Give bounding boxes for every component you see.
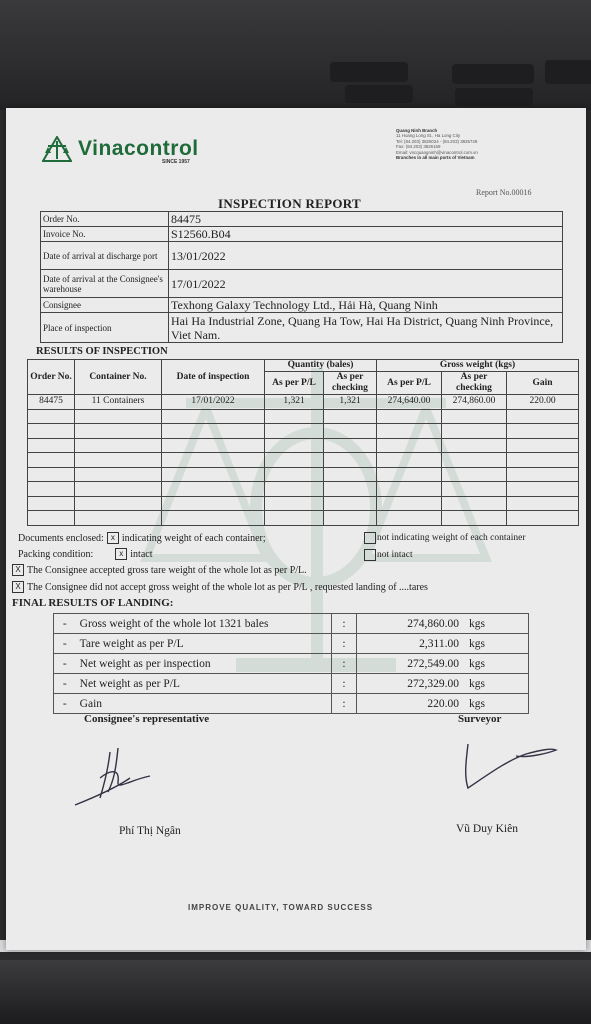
info-value: 84475 [169,212,563,227]
desk-background [0,960,591,1024]
packing-alt-row [364,549,413,561]
info-row [41,270,563,298]
col-qty-pl: As per P/L [265,372,324,395]
info-label: Date of arrival at the Consignee's warehouse [41,270,169,298]
documents-label: Documents enclosed: [18,532,104,544]
col-gw-pl: As per P/L [377,372,442,395]
documents-option-unchecked: not indicating weight of each container [377,533,526,543]
results-header-row [28,360,579,372]
packing-condition-row [18,548,153,560]
final-row: - Gross weight of the whole lot 1321 bales : 274,860.00 kgs [54,614,529,634]
final-label: Gross weight of the whole lot 1321 bales [76,614,332,634]
final-label: Net weight as per inspection [76,654,332,674]
info-value: 17/01/2022 [169,270,563,298]
consignee-accepted-row [12,564,307,576]
col-gain: Gain [507,372,579,395]
final-results-table [53,613,529,714]
company-name: Vinacontrol [78,137,199,160]
packing-option-checked: intact [130,548,153,560]
consignee-not-accepted-row [12,581,428,593]
final-value: 272,329.00 [356,674,463,694]
info-value: 13/01/2022 [169,242,563,270]
final-row: - Gain : 220.00 kgs [54,694,529,714]
info-value: Hai Ha Industrial Zone, Quang Ha Tow, Hai Ha District, Quang Ninh Province, Viet Nam. [169,313,563,343]
consignee-rep-name: Phí Thị Ngân [119,825,181,837]
results-table [27,359,579,526]
info-row [41,313,563,343]
table-row [28,496,579,511]
not-accepted-checkbox[interactable]: X [12,581,24,593]
branch-line: Email: vncquangninh@vinacontrol.com.vn [396,149,478,155]
info-value: S12560.B04 [169,227,563,242]
documents-alt-row [364,532,526,544]
branch-line: Fax: (84.203) 3826169 [396,144,441,150]
branch-address [396,128,556,160]
final-value: 220.00 [356,694,463,714]
branch-line: Tel: (84.203) 3825024 - (84.203) 3825749 [396,138,478,144]
cell-qty-pl: 1,321 [265,395,324,410]
table-row [28,409,579,424]
branch-line: 11 Hoang Long St., Ha Long City [396,133,461,139]
table-row [28,453,579,468]
cell-gain: 220.00 [507,395,579,410]
col-date: Date of inspection [162,360,265,395]
cell-gw-pl: 274,640.00 [377,395,442,410]
final-unit: kgs [463,674,529,694]
keyboard-key [455,88,533,106]
table-row [28,424,579,439]
table-row [28,482,579,497]
packing-option-unchecked: not intact [377,550,413,560]
final-value: 274,860.00 [356,614,463,634]
surveyor-title: Surveyor [458,713,502,725]
keyboard-background [0,0,591,110]
keyboard-key [345,85,413,103]
not-accepted-text: The Consignee did not accept gross weight of the whole lot as per P/L , requested landing of ....tares [27,581,428,593]
table-row [28,438,579,453]
documents-enclosed-row [18,532,266,544]
final-unit: kgs [463,614,529,634]
info-label: Order No. [41,212,169,227]
final-label: Tare weight as per P/L [76,634,332,654]
col-order-no: Order No. [28,360,75,395]
cell-date: 17/01/2022 [162,395,265,410]
keyboard-key [545,60,591,84]
cell-container-no: 11 Containers [75,395,162,410]
table-row [28,467,579,482]
col-quantity: Quantity (bales) [265,360,377,372]
consignee-rep-title: Consignee's representative [84,713,210,725]
keyboard-key [330,62,408,82]
surveyor-name: Vũ Duy Kiên [456,823,518,835]
consignee-signature [70,740,190,810]
info-row [41,212,563,227]
scale-logo-icon [42,136,72,162]
info-label: Consignee [41,298,169,313]
col-qty-checking: As per checking [324,372,377,395]
accepted-text: The Consignee accepted gross tare weight of the whole lot as per P/L. [27,564,307,576]
documents-option-checked: indicating weight of each container; [121,532,266,544]
final-unit: kgs [463,694,529,714]
documents-checkbox[interactable]: x [107,532,119,544]
info-label: Date of arrival at discharge port [41,242,169,270]
inspection-report-page [6,108,586,950]
info-label: Place of inspection [41,313,169,343]
surveyor-signature [456,736,576,806]
report-number: Report No.00016 [476,188,532,197]
documents-alt-checkbox[interactable] [364,532,376,544]
branch-line: Branches in all main ports of Vietnam [396,155,475,161]
final-value: 272,549.00 [356,654,463,674]
cell-qty-checking: 1,321 [324,395,377,410]
keyboard-key [452,64,534,84]
info-value: Texhong Galaxy Technology Ltd., Hải Hà, Quang Ninh [169,298,563,313]
report-title: INSPECTION REPORT [218,196,361,211]
final-row: - Tare weight as per P/L : 2,311.00 kgs [54,634,529,654]
packing-checkbox[interactable]: x [115,548,127,560]
info-label: Invoice No. [41,227,169,242]
cell-gw-checking: 274,860.00 [442,395,507,410]
shipment-info-table [40,211,563,343]
cell-order-no: 84475 [28,395,75,410]
col-gw-checking: As per checking [442,372,507,395]
packing-alt-checkbox[interactable] [364,549,376,561]
footer-slogan: IMPROVE QUALITY, TOWARD SUCCESS [188,903,374,912]
packing-label: Packing condition: [18,548,94,560]
info-row [41,242,563,270]
final-value: 2,311.00 [356,634,463,654]
final-label: Gain [76,694,332,714]
info-row [41,227,563,242]
table-row [28,395,579,410]
final-unit: kgs [463,634,529,654]
final-heading: FINAL RESULTS OF LANDING: [12,597,174,609]
final-label: Net weight as per P/L [76,674,332,694]
final-row: - Net weight as per inspection : 272,549.00 kgs [54,654,529,674]
company-since: SINCE 1957 [162,159,190,165]
final-row: - Net weight as per P/L : 272,329.00 kgs [54,674,529,694]
col-gross-weight: Gross weight (kgs) [377,360,579,372]
results-heading: RESULTS OF INSPECTION [36,346,168,357]
branch-line: Quang Ninh Branch [396,128,438,133]
col-container-no: Container No. [75,360,162,395]
final-unit: kgs [463,654,529,674]
table-row [28,511,579,526]
accepted-checkbox[interactable]: X [12,564,24,576]
info-row [41,298,563,313]
